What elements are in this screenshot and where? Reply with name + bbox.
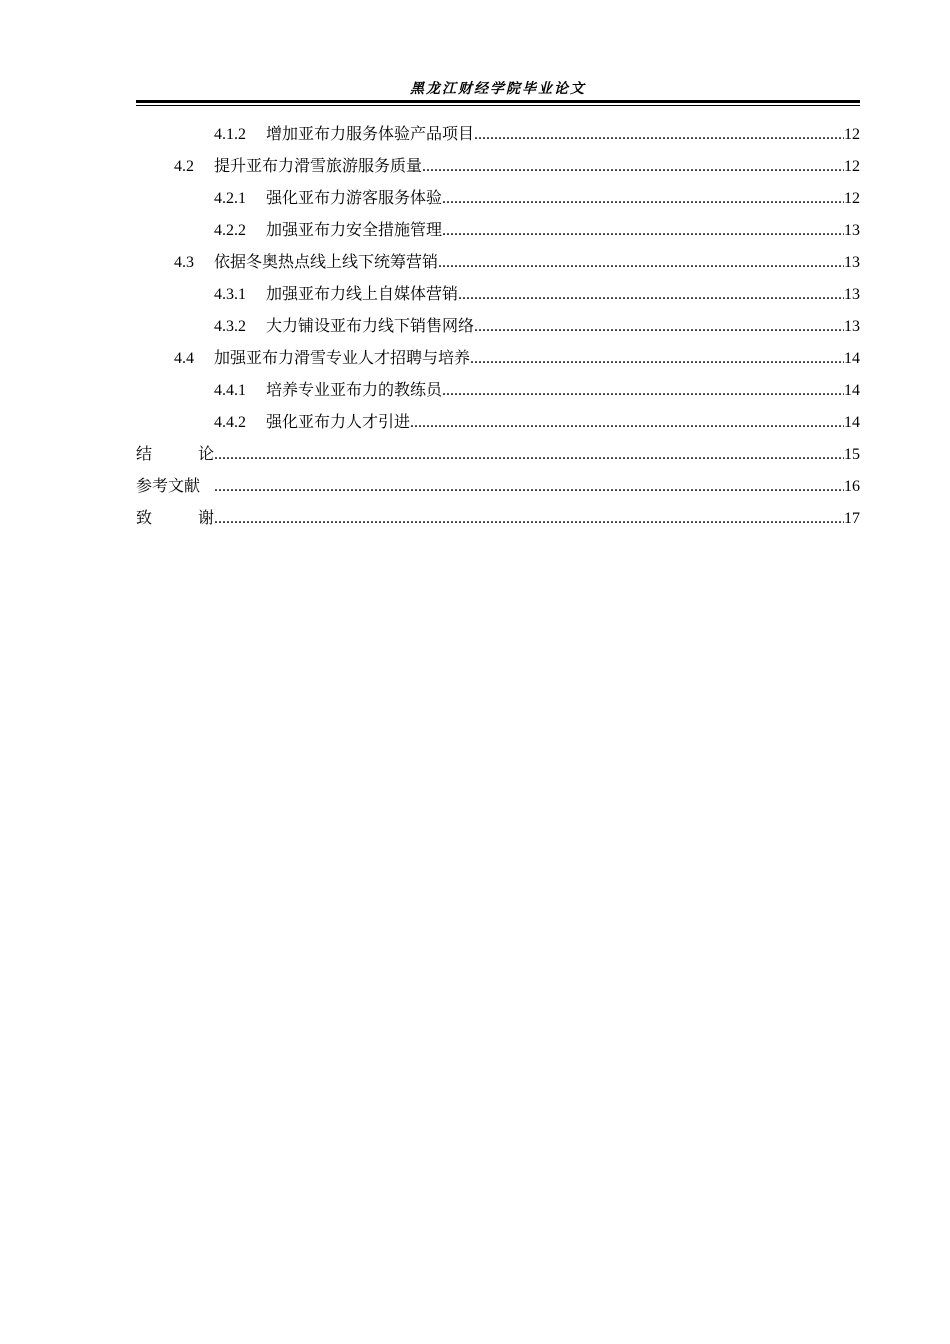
toc-entry-title: 提升亚布力滑雪旅游服务质量: [214, 156, 423, 175]
toc-dot-leader: [442, 187, 844, 211]
toc-entry-number: 4.1.2: [214, 126, 246, 143]
toc-entry-number: 4.2: [174, 158, 194, 175]
toc-entry[interactable]: [136, 410, 860, 442]
toc-entry-conclusion[interactable]: [136, 442, 860, 474]
toc-title-char: 谢: [197, 508, 214, 527]
toc-entry[interactable]: [136, 250, 860, 282]
header-rule-thick: [136, 100, 860, 103]
toc-entry-page: 14: [844, 382, 860, 399]
toc-dot-leader: [458, 283, 844, 307]
header-rule-thin: [136, 105, 860, 106]
toc-title-char: 论: [197, 444, 214, 463]
toc-entry-title: 大力铺设亚布力线下销售网络: [266, 316, 475, 335]
toc-title-char: 结: [136, 444, 153, 463]
toc-entry-number: 4.3.2: [214, 318, 246, 335]
toc-entry-number: 4.3: [174, 254, 194, 271]
toc-entry-page: 14: [844, 414, 860, 431]
toc-dot-leader: [410, 411, 844, 435]
toc-entry-title: 强化亚布力人才引进: [266, 412, 411, 431]
toc-dot-leader: [214, 507, 844, 531]
toc-entry[interactable]: [136, 186, 860, 218]
toc-entry-page: 13: [844, 286, 860, 303]
toc-dot-leader: [438, 251, 844, 275]
toc-entry[interactable]: [136, 218, 860, 250]
table-of-contents: [136, 122, 860, 538]
toc-dot-leader: [442, 379, 844, 403]
toc-entry-title: [136, 506, 214, 530]
toc-entry[interactable]: [136, 282, 860, 314]
toc-dot-leader: [474, 315, 844, 339]
toc-entry[interactable]: [136, 378, 860, 410]
toc-entry[interactable]: [136, 314, 860, 346]
toc-entry-page: 12: [844, 126, 860, 143]
toc-entry-title: 依据冬奥热点线上线下统筹营销: [214, 252, 439, 271]
toc-dot-leader: [442, 219, 844, 243]
toc-entry-number: 4.2.1: [214, 190, 246, 207]
toc-title-char: 致: [136, 508, 153, 527]
toc-entry-page: 17: [844, 510, 860, 527]
page-header-title: 黑龙江财经学院毕业论文: [410, 81, 586, 97]
toc-entry-page: 14: [844, 350, 860, 367]
toc-entry-number: 4.4: [174, 350, 194, 367]
toc-entry-acknowledgements[interactable]: [136, 506, 860, 538]
toc-entry-number: 4.4.2: [214, 414, 246, 431]
toc-dot-leader: [214, 475, 844, 499]
toc-entry-number: 4.4.1: [214, 382, 246, 399]
toc-entry-number: 4.3.1: [214, 286, 246, 303]
toc-entry[interactable]: [136, 154, 860, 186]
toc-entry-title: 培养专业亚布力的教练员: [266, 380, 443, 399]
toc-dot-leader: [214, 443, 844, 467]
toc-entry-title: 强化亚布力游客服务体验: [266, 188, 443, 207]
toc-entry-title: 增加亚布力服务体验产品项目: [266, 124, 475, 143]
toc-entry-title: 加强亚布力滑雪专业人才招聘与培养: [214, 348, 471, 367]
toc-entry-number: 4.2.2: [214, 222, 246, 239]
toc-entry[interactable]: [136, 122, 860, 154]
toc-entry-page: 13: [844, 318, 860, 335]
toc-entry[interactable]: [136, 346, 860, 378]
toc-entry-page: 13: [844, 222, 860, 239]
toc-entry-page: 12: [844, 158, 860, 175]
toc-entry-title: 加强亚布力线上自媒体营销: [266, 284, 459, 303]
toc-entry-page: 15: [844, 446, 860, 463]
toc-entry-title: 参考文献: [136, 476, 201, 495]
toc-entry-title: [136, 442, 214, 466]
toc-dot-leader: [474, 123, 844, 147]
toc-entry-references[interactable]: [136, 474, 860, 506]
toc-entry-page: 13: [844, 254, 860, 271]
toc-entry-title: 加强亚布力安全措施管理: [266, 220, 443, 239]
toc-entry-page: 12: [844, 190, 860, 207]
toc-entry-page: 16: [844, 478, 860, 495]
toc-dot-leader: [422, 155, 844, 179]
toc-dot-leader: [470, 347, 844, 371]
